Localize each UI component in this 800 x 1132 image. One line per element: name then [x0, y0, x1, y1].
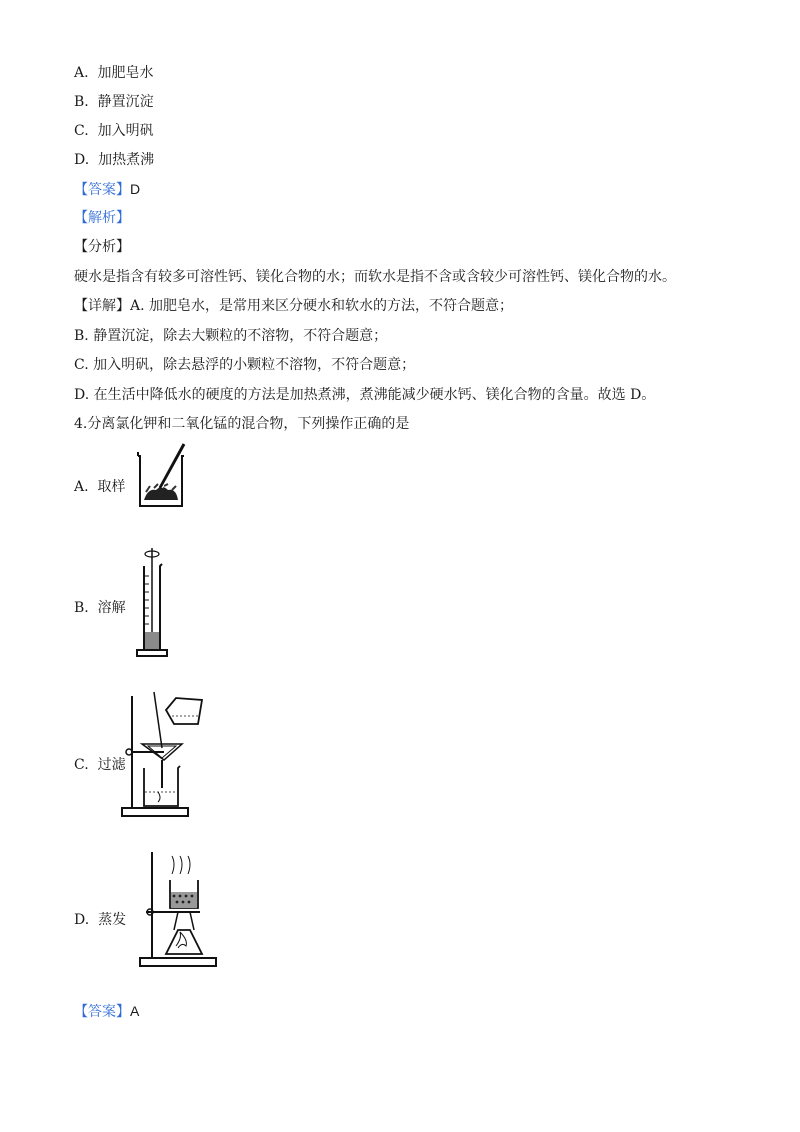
- q3-option-b: [74, 92, 154, 112]
- option-text: 静置沉淀: [97, 94, 154, 110]
- option-text: 溶解: [97, 600, 126, 616]
- q3-option-c: [74, 121, 154, 141]
- answer-value: D: [130, 181, 141, 197]
- q3-detail-d: D. 在生活中降低水的硬度的方法是加热煮沸，煮沸能减少硬水钙、镁化合物的含量。故选 D。: [74, 387, 656, 403]
- q4-option-b: [74, 598, 126, 618]
- q3-jiexi: [74, 208, 130, 228]
- option-letter: B.: [74, 94, 89, 110]
- option-letter: D.: [74, 152, 90, 168]
- q4-stem: 4.分离氯化钾和二氧化锰的混合物，下列操作正确的是: [74, 416, 410, 432]
- q4-option-a: [74, 477, 125, 497]
- q3-detail-a: [74, 296, 513, 316]
- q3-option-d: [74, 150, 154, 170]
- answer-tag: 【答案】: [74, 182, 130, 198]
- q3-fenxi-text: 硬水是指含有较多可溶性钙、镁化合物的水；而软水是指不含或含较少可溶性钙、镁化合物的水。: [74, 269, 676, 285]
- option-text: 蒸发: [98, 912, 127, 928]
- answer-tag: 【答案】: [74, 1004, 130, 1020]
- option-text: 过滤: [97, 757, 126, 773]
- answer-value: A: [130, 1003, 140, 1019]
- option-letter: B.: [74, 600, 89, 616]
- detail-tag: 【详解】: [74, 298, 130, 314]
- option-text: 加热煮沸: [98, 152, 155, 168]
- q4-answer: [74, 1001, 139, 1022]
- option-text: 加肥皂水: [97, 65, 154, 81]
- option-letter: A.: [74, 65, 89, 81]
- beaker-spatula-icon: [134, 440, 194, 512]
- evaporation-apparatus-icon: [136, 850, 220, 970]
- q3-fenxi-heading: 【分析】: [74, 239, 130, 255]
- option-letter: A.: [74, 479, 89, 495]
- q3-answer: [74, 179, 140, 200]
- jiexi-tag: 【解析】: [74, 210, 130, 226]
- filtration-apparatus-icon: [118, 688, 218, 822]
- q3-option-a: [74, 63, 153, 83]
- detail-text: A. 加肥皂水，是常用来区分硬水和软水的方法，不符合题意；: [130, 298, 514, 314]
- q3-detail-b: B. 静置沉淀，除去大颗粒的不溶物，不符合题意；: [74, 328, 388, 344]
- option-letter: C.: [74, 757, 89, 773]
- option-text: 加入明矾: [97, 123, 154, 139]
- option-letter: C.: [74, 123, 89, 139]
- graduated-cylinder-icon: [134, 546, 174, 662]
- q3-detail-c: C. 加入明矾，除去悬浮的小颗粒不溶物，不符合题意；: [74, 357, 416, 373]
- q4-option-d: [74, 910, 126, 930]
- option-text: 取样: [97, 479, 126, 495]
- option-letter: D.: [74, 912, 90, 928]
